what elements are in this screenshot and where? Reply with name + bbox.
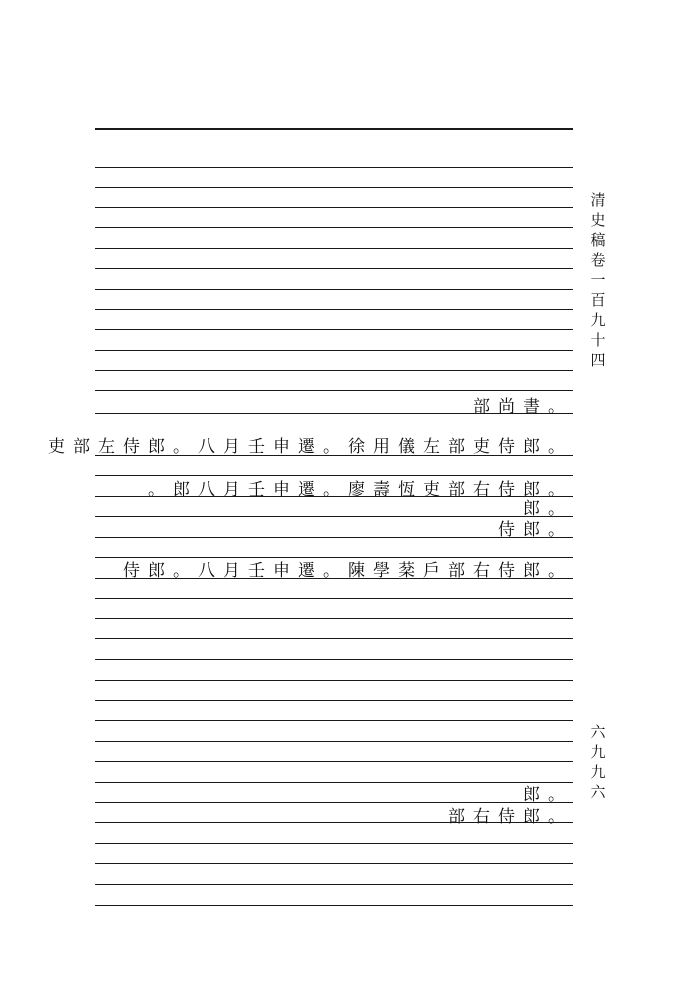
side-title-char: 卷 [590, 251, 606, 269]
table-rule [95, 350, 573, 351]
entry-text: 侍郎。八月壬申遷。陳學棻戶部右侍郎。 [123, 561, 573, 581]
table-rule [95, 167, 573, 168]
entry-text: 。郎八月壬申遷。廖壽恆吏部右侍郎。 [148, 480, 573, 500]
side-title-char: 稿 [590, 231, 606, 249]
table-rule [95, 782, 573, 783]
side-title-char: 清 [590, 191, 606, 209]
entry-text: 部右侍郎。 [448, 807, 573, 827]
table-rule [95, 390, 573, 391]
top-rule [95, 128, 573, 130]
side-title-char: 史 [590, 211, 606, 229]
entry-row [448, 802, 573, 827]
table-rule [95, 618, 573, 619]
table-rule [95, 884, 573, 885]
entry-text: 吏部左侍郎。八月壬申遷。徐用儀左部吏侍郎。 [48, 437, 573, 457]
page-number [589, 722, 607, 802]
side-title-char: 一 [590, 271, 606, 289]
page-number-char: 九 [590, 743, 606, 761]
page-number-char: 六 [590, 723, 606, 741]
table-rule [95, 187, 573, 188]
side-title-char: 十 [590, 331, 606, 349]
side-title-char: 四 [590, 351, 606, 369]
entry-row [498, 515, 573, 540]
table-rule [95, 309, 573, 310]
table-rule [95, 700, 573, 701]
entry-text: 侍郎。 [498, 520, 573, 540]
entry-text: 郎。 [523, 785, 573, 805]
table-rule [95, 863, 573, 864]
table-rule [95, 843, 573, 844]
table-rule [95, 761, 573, 762]
table-rule [95, 207, 573, 208]
table-rule [95, 268, 573, 269]
table-rule [95, 289, 573, 290]
table-rule [95, 248, 573, 249]
table-rule [95, 227, 573, 228]
entry-row [123, 556, 573, 581]
entry-text: 部尚書。 [473, 397, 573, 417]
table-rule [95, 720, 573, 721]
entry-row [473, 392, 573, 417]
table-rule [95, 370, 573, 371]
table-rule [95, 905, 573, 906]
side-title-char: 百 [590, 291, 606, 309]
table-rule [95, 598, 573, 599]
side-title-char: 九 [590, 311, 606, 329]
side-title [589, 190, 607, 370]
entry-text: 郎。 [523, 499, 573, 519]
table-rule [95, 659, 573, 660]
entry-row [148, 475, 573, 500]
page-number-char: 九 [590, 763, 606, 781]
page-number-char: 六 [590, 783, 606, 801]
entry-row [48, 432, 573, 457]
table-rule [95, 329, 573, 330]
table-rule [95, 741, 573, 742]
table-rule [95, 638, 573, 639]
table-rule [95, 680, 573, 681]
